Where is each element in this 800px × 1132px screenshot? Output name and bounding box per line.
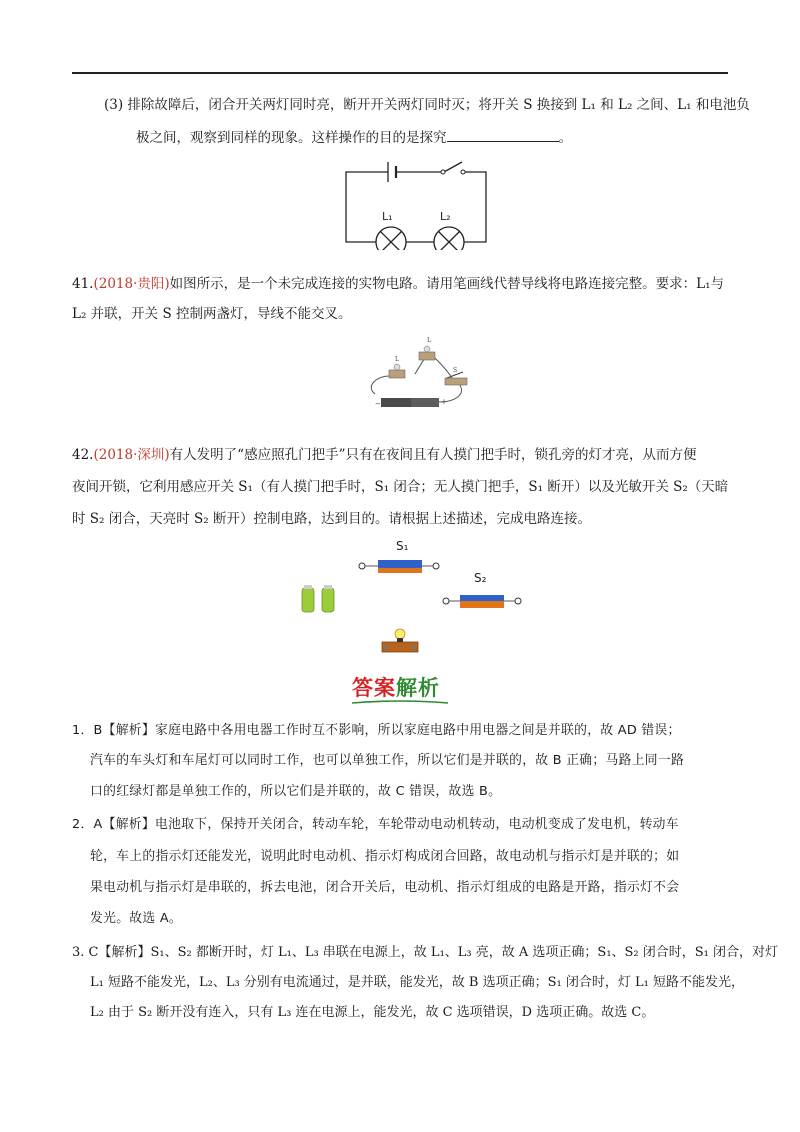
q41-line-2: L₂ 并联，开关 S 控制两盏灯，导线不能交叉。 <box>72 306 352 322</box>
switch-contact <box>441 170 445 174</box>
q41-text-1: 如图所示，是一个未完成连接的实物电路。请用笔画线代替导线将电路连接完整。要求：L₁与 <box>169 276 725 292</box>
s2-terminal-right <box>515 598 521 604</box>
switch-s <box>445 378 467 385</box>
s1-terminal-left <box>359 563 365 569</box>
s2-switch-base <box>460 601 504 608</box>
lamp-holder-2 <box>419 352 435 360</box>
battery-right <box>411 398 439 407</box>
header-rule <box>72 72 728 74</box>
q41-line-1 <box>72 275 724 293</box>
s1-switch-top <box>378 560 422 568</box>
answer-1-line-3: 口的红绿灯都是单独工作的，所以它们是并联的，故 C 错误，故选 B。 <box>90 784 502 799</box>
svg-text:−: − <box>375 400 381 408</box>
title-underline <box>350 698 450 706</box>
s2-switch-top <box>460 595 504 601</box>
lamp-l2-label: L₂ <box>440 210 451 223</box>
q42-line-2: 夜间开锁，它利用感应开关 S₁（有人摸门把手时，S₁ 闭合；无人摸门把手，S₁ 断开）以及光敏开关 S₂（天暗 <box>72 479 729 495</box>
answers-title-red: 答案 <box>352 676 396 700</box>
s1-label: S₁ <box>396 539 409 553</box>
q41-number: 41. <box>72 276 94 292</box>
battery-1 <box>302 588 314 612</box>
answer-2-line-2: 轮，车上的指示灯还能发光，说明此时电动机、指示灯构成闭合回路，故电动机与指示灯是并联的；如 <box>90 849 680 864</box>
answer-3-line-3: L₂ 由于 S₂ 断开没有连入，只有 L₃ 连在电源上，能发光，故 C 选项错误，D 选项正确。故选 C。 <box>90 1005 655 1020</box>
answer-2-line-1: 2．A【解析】电池取下，保持开关闭合，转动车轮，车轮带动电动机转动，电动机变成了发电机，转动车 <box>72 817 679 832</box>
q3-line-1: (3) 排除故障后，闭合开关两灯同时亮，断开开关两灯同时灭；将开关 S 换接到 L₁ 和 L₂ 之间、L₁ 和电池负 <box>104 97 750 113</box>
answer-3-line-1: 3. C【解析】S₁、S₂ 都断开时，灯 L₁、L₃ 串联在电源上，故 L₁、L₃ 亮，故 A 选项正确；S₁、S₂ 闭合时，S₁ 闭合，对灯 <box>72 945 779 960</box>
q41-source: (2018·贵阳) <box>93 276 170 292</box>
answer-1-line-2: 汽车的车头灯和车尾灯可以同时工作，也可以单独工作，所以它们是并联的，故 B 正确；马路上同一路 <box>90 753 685 768</box>
q3-line-2-end: 。 <box>558 130 572 146</box>
svg-text:+: + <box>441 398 447 406</box>
answer-2-line-4: 发光。故选 A。 <box>90 911 183 926</box>
answer-1-line-1: 1．B【解析】家庭电路中各用电器工作时互不影响，所以家庭电路中用电器之间是并联的，故 AD 错误； <box>72 723 681 738</box>
lamp-l1-label: L₁ <box>382 210 393 223</box>
lamp-bulb <box>395 629 405 639</box>
s1-switch-base <box>378 568 422 573</box>
battery-left <box>381 398 411 407</box>
q3-line-2-text: 极之间，观察到同样的现象。这样操作的目的是探究 <box>136 130 447 146</box>
answer-3-line-2: L₁ 短路不能发光，L₂、L₃ 分别有电流通过，是并联，能发光，故 B 选项正确；S₁ 闭合时，灯 L₁ 短路不能发光， <box>90 975 744 990</box>
answers-title-green: 解析 <box>396 676 440 700</box>
svg-text:S: S <box>453 367 458 374</box>
q42-source: (2018·深圳) <box>93 447 170 463</box>
answer-blank[interactable] <box>447 129 559 142</box>
q3-line-2 <box>136 129 572 147</box>
svg-text:L: L <box>427 337 431 344</box>
physical-circuit-photo <box>355 334 479 414</box>
components-diagram <box>296 538 532 668</box>
q42-line-3: 时 S₂ 闭合，天亮时 S₂ 断开）控制电路，达到目的。请根据上述描述，完成电路连接。 <box>72 511 591 527</box>
svg-text:L: L <box>395 356 399 363</box>
answers-title <box>352 672 452 706</box>
s1-terminal-right <box>433 563 439 569</box>
answer-2-line-3: 果电动机与指示灯是串联的，拆去电池，闭合开关后，电动机、指示灯组成的电路是开路，指示灯不会 <box>90 880 680 895</box>
q42-text-1: 有人发明了“感应照孔门把手”只有在夜间且有人摸门把手时，锁孔旁的灯才亮，从而方便 <box>169 447 697 463</box>
s2-label: S₂ <box>474 571 487 585</box>
series-circuit-diagram <box>338 152 492 250</box>
lamp-holder-1 <box>389 370 405 378</box>
q42-number: 42. <box>72 447 94 463</box>
battery-2 <box>322 588 334 612</box>
s2-terminal-left <box>443 598 449 604</box>
q42-line-1 <box>72 446 696 464</box>
